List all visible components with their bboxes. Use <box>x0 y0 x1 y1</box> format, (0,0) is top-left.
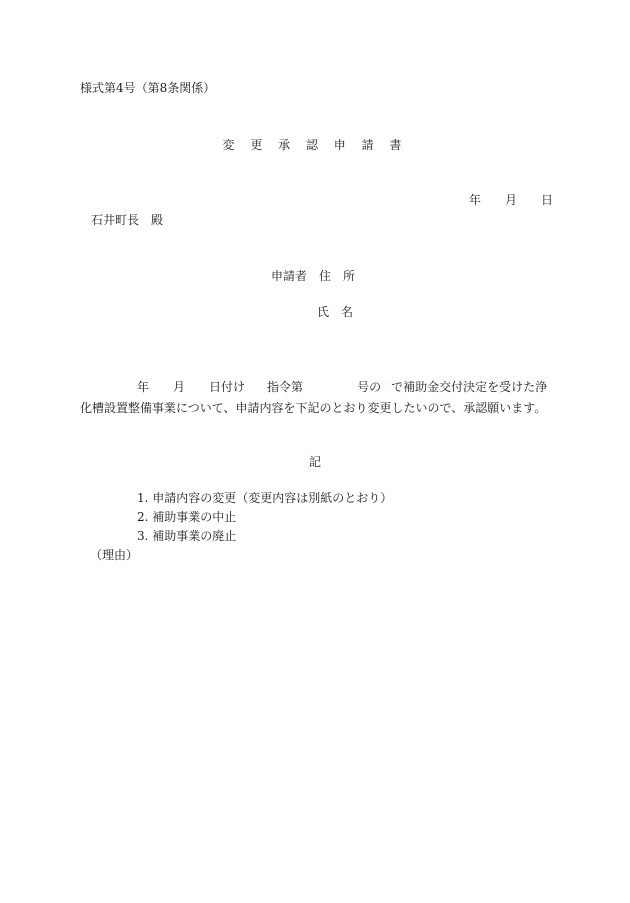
form-number: 様式第4号（第8条関係） <box>80 81 216 95</box>
body-directive: 指令第 <box>267 380 304 394</box>
body-line-2: 化槽設置整備事業について、申請内容を下記のとおり変更したいので、承認願います。 <box>80 401 547 415</box>
list-item: 3. 補助事業の廃止 <box>137 529 237 543</box>
date-year-label: 年 <box>469 193 482 207</box>
date-line <box>469 192 553 208</box>
body-day: 日付け <box>209 380 246 394</box>
body-rest: で補助金交付決定を受けた浄 <box>391 380 548 394</box>
body-month: 月 <box>173 380 186 394</box>
applicant-address-line <box>271 268 355 284</box>
date-month-label: 月 <box>505 193 518 207</box>
address-label: 住 所 <box>319 269 356 283</box>
document-title: 変 更 承 認 申 請 書 <box>222 138 408 152</box>
list-item: 2. 補助事業の中止 <box>137 510 237 524</box>
body-number-suffix: 号の <box>357 380 382 394</box>
body-line-1 <box>137 379 547 395</box>
date-day-label: 日 <box>541 193 554 207</box>
list-item: 1. 申請内容の変更（変更内容は別紙のとおり） <box>137 491 393 505</box>
applicant-label: 申請者 <box>271 269 308 283</box>
body-year: 年 <box>137 380 150 394</box>
reason-label: （理由） <box>90 548 139 562</box>
ki-heading: 記 <box>308 455 321 469</box>
addressee: 石井町長 殿 <box>91 213 164 227</box>
applicant-name-line <box>317 304 353 320</box>
name-label: 氏 名 <box>317 305 354 319</box>
